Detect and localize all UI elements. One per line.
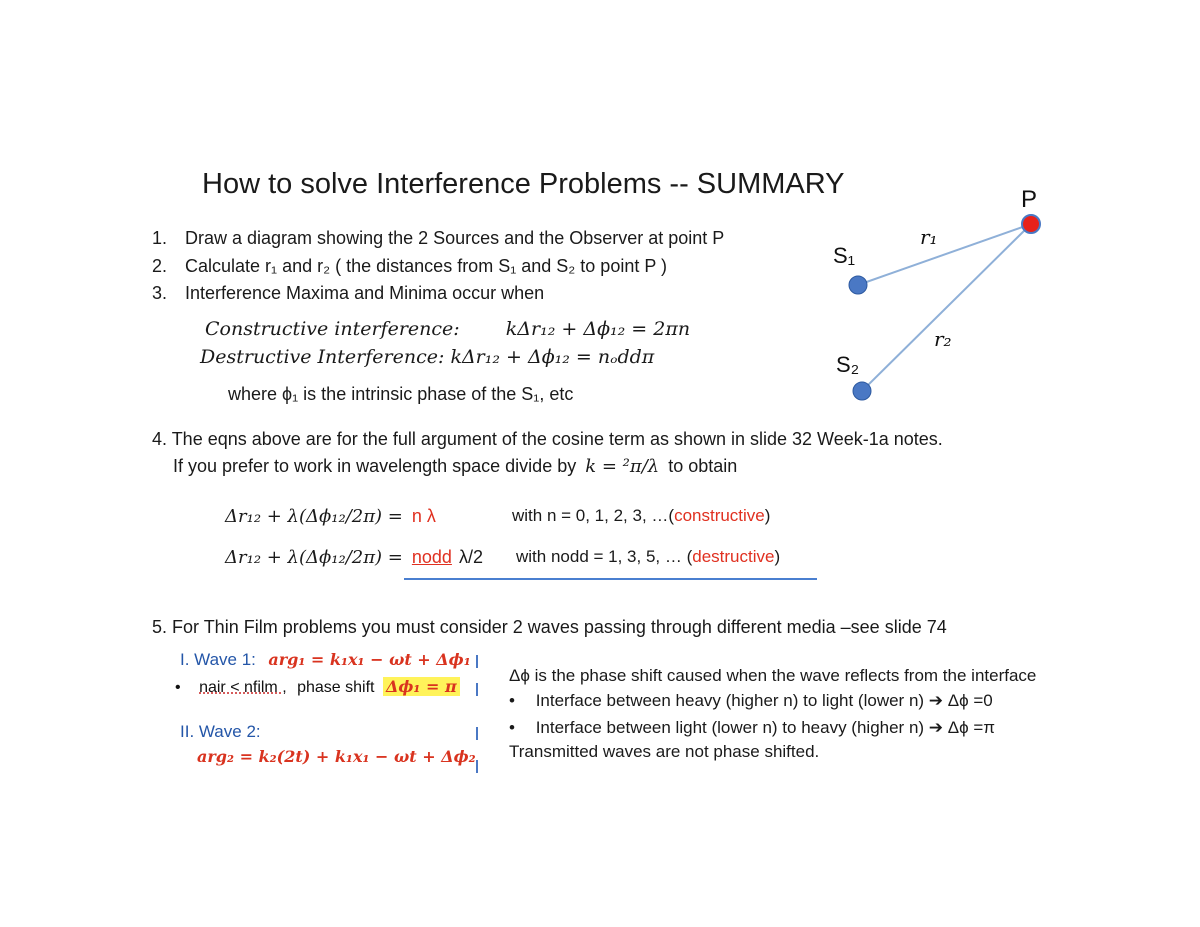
step-number: 3. xyxy=(152,283,168,303)
page-title: How to solve Interference Problems -- SUMMARY xyxy=(202,168,845,200)
bullet: • xyxy=(509,718,515,737)
wl-eq2-close: ) xyxy=(774,547,781,566)
step-text: Interference Maxima and Minima occur when xyxy=(185,283,545,303)
condition-text: nair < nfilm , xyxy=(199,679,287,696)
step-5: 5. For Thin Film problems you must consider 2 waves passing through different media –see slide 74 xyxy=(152,617,947,637)
wl-eq1-rhs: n λ xyxy=(411,506,436,526)
destructive-expr: kΔr₁₂ + Δϕ₁₂ = nₒddπ xyxy=(450,346,655,368)
wave-2-label: II. Wave 2: xyxy=(180,722,261,741)
source-s1-dot xyxy=(849,276,867,294)
wave-1-label: I. Wave 1: xyxy=(180,650,256,669)
constructive-expr: kΔr₁₂ + Δϕ₁₂ = 2πn xyxy=(505,318,691,340)
wl-eq1-with: with n = 0, 1, 2, 3, …( xyxy=(512,506,675,525)
phase-note-4: Transmitted waves are not phase shifted. xyxy=(509,742,820,761)
step-4-line-1: 4. The eqns above are for the full argument of the cosine term as shown in slide 32 Week-1a notes. xyxy=(152,429,943,449)
step-text: Calculate r₁ and r₂ ( the distances from S₁ and S₂ to point P ) xyxy=(185,256,668,276)
destructive-label: Destructive Interference: xyxy=(200,346,445,368)
phase-label: phase shift xyxy=(297,679,375,696)
path-r1-line xyxy=(858,224,1031,285)
label-p: P xyxy=(1021,186,1038,213)
wl-eq1-tag: constructive xyxy=(674,506,765,525)
phase-expr: Δϕ₁ = π xyxy=(383,677,460,696)
wl-eq1-close: ) xyxy=(764,506,771,525)
wl-eq2-tag: destructive xyxy=(692,547,775,566)
where-note: where ϕ₁ is the intrinsic phase of the S₁, etc xyxy=(228,384,574,404)
label-r1: r₁ xyxy=(920,225,938,249)
wave-1-expr: arg₁ = k₁x₁ − ωt + Δϕ₁ xyxy=(268,650,471,669)
path-r2-line xyxy=(862,224,1031,391)
step-number: 2. xyxy=(152,256,168,276)
step-text: Draw a diagram showing the 2 Sources and the Observer at point P xyxy=(185,228,725,248)
label-r2: r₂ xyxy=(934,327,952,351)
step-4-suffix: to obtain xyxy=(668,456,738,476)
k-definition: k = ²π/λ xyxy=(585,456,660,477)
step-number: 1. xyxy=(152,228,168,248)
wl-eq2-tail: λ/2 xyxy=(458,547,483,567)
condition-bullet: • xyxy=(175,679,181,696)
wl-eq2-n-odd: nodd xyxy=(411,547,452,567)
wave-2-expr: arg₂ = k₂(2t) + k₁x₁ − ωt + Δϕ₂ xyxy=(197,747,476,766)
label-s1: S₁ xyxy=(833,243,856,268)
bullet-1-text: Interface between heavy (higher n) to light (lower n) ➔ Δϕ =0 xyxy=(535,691,993,710)
constructive-label: Constructive interference: xyxy=(205,318,460,340)
label-s2: S₂ xyxy=(836,352,860,377)
phase-note-1: Δϕ is the phase shift caused when the wave reflects from the interface xyxy=(509,666,1037,685)
step-4-prefix: If you prefer to work in wavelength space divide by xyxy=(173,456,577,476)
wl-eq2-lhs: Δr₁₂ + λ(Δϕ₁₂/2π) = xyxy=(225,547,403,568)
bullet-2-text: Interface between light (lower n) to heavy (higher n) ➔ Δϕ =π xyxy=(535,718,996,737)
wl-eq1-lhs: Δr₁₂ + λ(Δϕ₁₂/2π) = xyxy=(225,506,403,527)
source-s2-dot xyxy=(853,382,871,400)
observer-p-dot xyxy=(1022,215,1040,233)
wl-eq2-with: with nodd = 1, 3, 5, … ( xyxy=(516,547,693,566)
bullet: • xyxy=(509,691,515,710)
